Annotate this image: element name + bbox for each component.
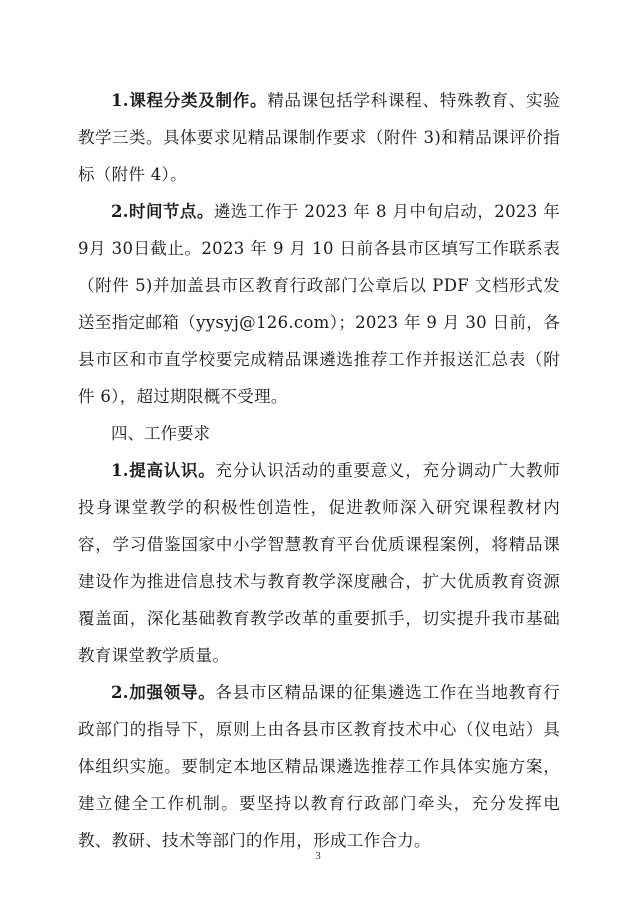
paragraph-text: 精品课包括学科课程、特殊教育、实验教学三类。具体要求见精品课制作要求（附件 3)和精品课评价指标（附件 4）。 [78,91,560,184]
paragraph-raise-awareness [78,452,560,674]
paragraph-text: 遴选工作于 2023 年 8 月中旬启动，2023 年 9月 30日截止。2023 年 9 月 10 日前各县市区填写工作联系表（附件 5)并加盖县市区教育行政部门公章后以 PDF 文档形式发送至指定邮箱（yysyj@126.com）；2023 年 9 月 30 日前，各县市区和市直学校要完成精品课遴选推荐工作并报送汇总表（附件 6），超过期限概不受理。 [78,202,561,406]
document-body [78,82,560,859]
page-number: 3 [315,850,321,862]
paragraph-text: 充分认识活动的重要意义，充分调动广大教师投身课堂教学的积极性创造性，促进教师深入研究课程教材内容，学习借鉴国家中小学智慧教育平台优质课程案例，将精品课建设作为推进信息技术与教育教学深度融合，扩大优质教育资源覆盖面，深化基础教育教学改革的重要抓手，切实提升我市基础教育课堂教学质量。 [78,461,561,665]
paragraph-time-schedule [78,193,560,415]
paragraph-text: 各县市区精品课的征集遴选工作在当地教育行政部门的指导下，原则上由各县市区教育技术中心（仪电站）具体组织实施。要制定本地区精品课遴选推荐工作具体实施方案，建立健全工作机制。要坚持以教育行政部门牵头，充分发挥电教、教研、技术等部门的作用，形成工作合力。 [78,683,561,850]
section-heading: 四、工作要求 [111,424,210,443]
paragraph-strengthen-leadership [78,674,560,859]
paragraph-lead: 2.时间节点。 [111,202,214,221]
paragraph-lead: 1.提高认识。 [111,461,216,480]
paragraph-lead: 1.课程分类及制作。 [111,91,268,110]
paragraph-lead: 2.加强领导。 [111,683,216,702]
paragraph-course-classification [78,82,560,193]
